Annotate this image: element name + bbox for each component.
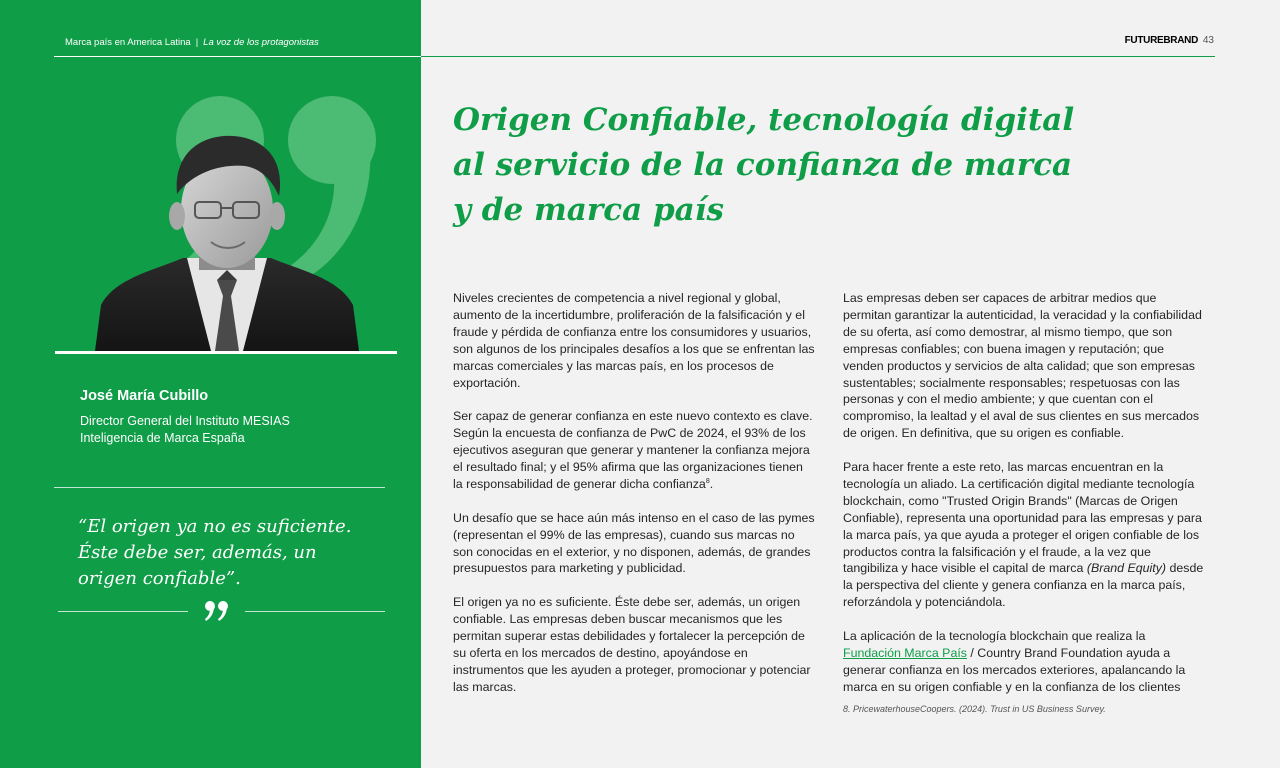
person-name: José María Cubillo xyxy=(80,388,209,404)
headline-line-3: y de marca país xyxy=(453,192,724,228)
footnote-ref: 8 xyxy=(705,477,710,485)
pull-quote-line-2: Éste debe ser, además, un xyxy=(78,542,317,563)
paragraph-7 xyxy=(843,628,1205,696)
quote-divider-bottom-right xyxy=(245,611,385,612)
paragraph-6-emphasis: (Brand Equity) xyxy=(1086,561,1167,576)
paragraph-6-text-b: desde la perspectiva del cliente y genera confianza en la marca país, reforzándola y potenciándola. xyxy=(843,561,1204,610)
header-section: Marca país en America Latina xyxy=(65,37,191,48)
article-headline xyxy=(453,98,1173,233)
fundacion-marca-pais-link[interactable]: Fundación Marca País xyxy=(843,646,967,660)
paragraph-2-text: Ser capaz de generar confianza en este nuevo contexto es clave. Según la encuesta de confianza de PwC de 2024, el 93% de los ejecutivos aseguran que generar y mantener la confianza mejora el resultado final; y el 95% afirma que las organizaciones tienen la responsabilidad de generar dicha confianza xyxy=(453,409,813,491)
portrait-photo xyxy=(95,130,359,351)
paragraph-5: Las empresas deben ser capaces de arbitrar medios que permitan garantizar la autenticidad, la veracidad y la confiabilidad de su oferta, así como demostrar, al mismo tiempo, que son empresas confiables; con buena imagen y reputación; que venden productos y servicios de alta calidad; que son empresas sustentables; socialmente responsables; respetuosas con las personas y con el medio ambiente; y que cuentan con el compromiso, la lealtad y el aval de sus clientes en sus mercados de origen. En definitiva, que su origen es confiable. xyxy=(843,291,1202,441)
paragraph-3: Un desafío que se hace aún más intenso en el caso de las pymes (representan el 99% de las empresas), cuando sus marcas no son conocidas en el exterior, y no disponen, además, de grandes presupuestos para marketing y publicidad. xyxy=(453,510,815,576)
header-rule-right xyxy=(421,56,1215,57)
person-title xyxy=(80,413,380,447)
paragraph-4: El origen ya no es suficiente. Éste debe ser, además, un origen confiable. Las empresas deben buscar mecanismos que les permitan superar estas debilidades y fortalecer la percepción de su oferta en los mercados de destino, apoyándose en instrumentos que les ayuden a proteger, promocionar y potenciar las marcas. xyxy=(453,595,811,694)
quote-divider-top xyxy=(54,487,385,488)
small-quote-icon xyxy=(204,600,230,622)
body-column-left xyxy=(453,290,815,713)
paragraph-6-text-a: Para hacer frente a este reto, las marcas encuentran en la tecnología un aliado. La certificación digital mediante tecnología blockchain, como "Trusted Origin Brands" (Marcas de Origen Confiable), representa una oportunidad para las empresas y para la marca país, ya que ayuda a proteger el origen confiable de los productos contra la falsificación y el fraude, a la vez que tangibiliza y hace visible el capital de marca xyxy=(843,460,1202,576)
headline-line-2: al servicio de la confianza de marca xyxy=(453,147,1073,183)
paragraph-7-text-a: La aplicación de la tecnología blockchain que realiza la xyxy=(843,629,1146,644)
pull-quote-line-3: origen confiable”. xyxy=(78,568,241,589)
person-title-line-2: Inteligencia de Marca España xyxy=(80,431,245,445)
pull-quote xyxy=(78,514,398,592)
header-subtitle: La voz de los protagonistas xyxy=(203,37,319,48)
paragraph-2-end: . xyxy=(709,476,714,491)
headline-line-1: Origen Confiable, tecnología digital xyxy=(453,102,1075,138)
header-separator: | xyxy=(195,37,199,48)
brand-logo: FUTUREBRAND xyxy=(1124,35,1198,46)
body-column-right xyxy=(843,290,1205,713)
paragraph-2 xyxy=(453,408,815,493)
paragraph-7-text-b: / Country Brand Foundation ayuda a generar confianza en los mercados exteriores, apalancando la marca en su origen confiable y en la confianza de los clientes xyxy=(843,646,1186,694)
running-header-left xyxy=(65,37,319,48)
left-panel xyxy=(0,0,421,768)
paragraph-1: Niveles crecientes de competencia a nivel regional y global, aumento de la incertidumbre, proliferación de la falsificación y el fraude y pérdida de confianza entre los consumidores y usuarios, son algunos de los principales desafíos a los que se enfrentan las marcas comerciales y las marcas país, en los procesos de exportación. xyxy=(453,291,815,390)
portrait-underline xyxy=(55,351,397,354)
right-panel xyxy=(421,0,1280,768)
pull-quote-line-1: “El origen ya no es suficiente. xyxy=(78,516,352,537)
page-number: 43 xyxy=(1202,35,1214,46)
paragraph-6 xyxy=(843,459,1205,611)
footnote: 8. PricewaterhouseCoopers. (2024). Trust in US Business Survey. xyxy=(843,704,1106,714)
quote-divider-bottom-left xyxy=(58,611,188,612)
person-title-line-1: Director General del Instituto MESIAS xyxy=(80,414,290,428)
header-rule-left xyxy=(54,56,421,57)
